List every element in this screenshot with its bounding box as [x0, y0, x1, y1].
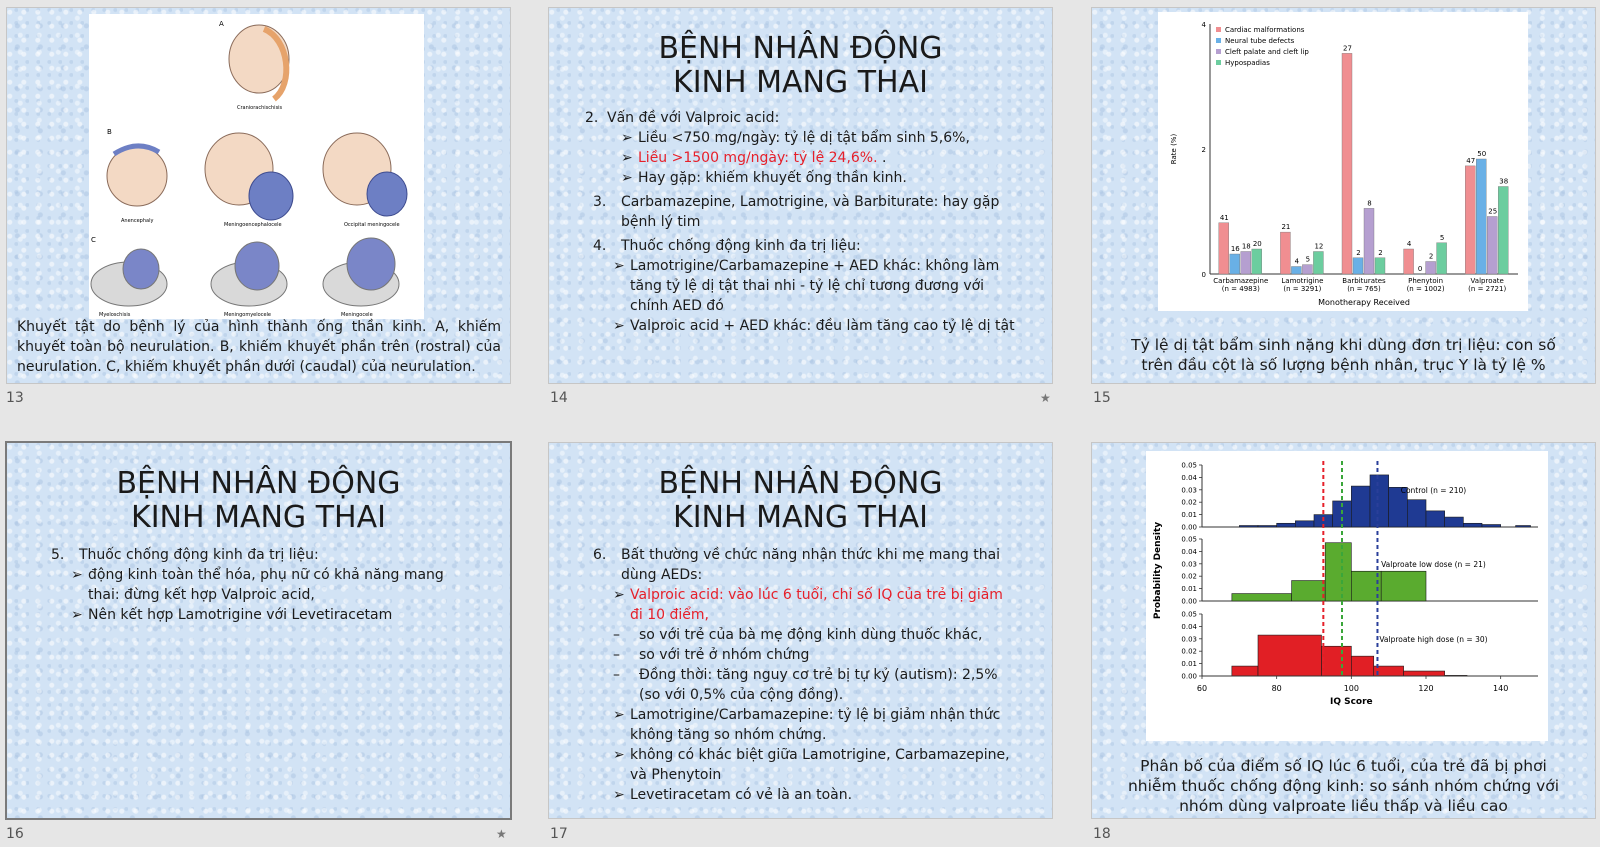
list-item: ➢ động kinh toàn thể hóa, phụ nữ có khả năng mang thai: đừng kết hợp Valproic acid, — [71, 567, 444, 603]
list-item: ➢ Lamotrigine/Carbamazepine + AED khác: không làm tăng tỷ lệ dị tật thai nhi - tỷ lệ chỉ tương đương với chính AED đó — [613, 258, 1000, 314]
y-tick-label: 0.05 — [1181, 610, 1197, 619]
histogram-bin — [1426, 511, 1445, 527]
list-item: ➢ không có khác biệt giữa Lamotrigine, Carbamazepine, và Phenytoin — [613, 747, 1010, 783]
histogram-bin — [1351, 486, 1370, 527]
histogram-bin — [1482, 525, 1501, 527]
slide-16-title: BỆNH NHÂN ĐỘNG KINH MANG THAI — [116, 466, 401, 535]
y-tick-label: 2 — [1201, 146, 1206, 154]
legend-entry: Neural tube defects — [1225, 37, 1295, 45]
slide-thumbnail-18[interactable] — [1091, 442, 1596, 819]
x-axis-label: Monotherapy Received — [1318, 298, 1410, 307]
y-tick-label: 0.03 — [1181, 486, 1197, 495]
bar — [1291, 267, 1301, 275]
histogram-bin — [1407, 500, 1426, 527]
slide-thumbnail-14[interactable] — [548, 7, 1053, 384]
slide-thumbnail-17[interactable] — [548, 442, 1053, 819]
list-item: – Đồng thời: tăng nguy cơ trẻ bị tự kỷ (autism): 2,5% (so với 0,5% của cộng đồng). — [613, 667, 998, 703]
slide-number-17: 17 — [550, 826, 568, 842]
legend-entry: Cleft palate and cleft lip — [1225, 48, 1309, 56]
y-tick-label: 0.03 — [1181, 635, 1197, 644]
figure-label-a: A — [219, 20, 224, 28]
bar — [1404, 249, 1414, 274]
histogram-bin — [1351, 656, 1373, 676]
data-label: 21 — [1281, 223, 1291, 232]
y-tick-label: 0.00 — [1181, 672, 1197, 681]
bar — [1280, 232, 1290, 274]
data-label: 8 — [1367, 199, 1372, 208]
malformation-bar-chart — [1158, 12, 1528, 311]
y-tick-label: 0.05 — [1181, 461, 1197, 470]
slide-16-body — [51, 545, 450, 625]
data-label: 16 — [1230, 245, 1240, 253]
legend-entry: Cardiac malformations — [1225, 26, 1305, 34]
legend-swatch — [1216, 27, 1221, 32]
list-item: ➢ Liều >1500 mg/ngày: tỷ lệ 24,6%. . — [621, 150, 887, 166]
panel-label: Valproate low dose (n = 21) — [1381, 560, 1486, 569]
legend-swatch — [1216, 49, 1221, 54]
bar — [1252, 249, 1262, 274]
data-label: 38 — [1499, 177, 1509, 186]
y-tick-label: 0 — [1201, 271, 1206, 279]
list-item: ➢ Valproic acid + AED khác: đều làm tăng cao tỷ lệ dị tật — [613, 318, 1015, 334]
animation-star-icon: ★ — [496, 827, 507, 841]
x-tick-label: Carbamazepine — [1213, 277, 1269, 285]
histogram-panel — [1146, 451, 1548, 741]
x-tick-label: 140 — [1493, 684, 1509, 693]
list-item: 5. Thuốc chống động kinh đa trị liệu: — [51, 547, 319, 563]
bar — [1364, 208, 1374, 274]
data-label: 18 — [1241, 242, 1251, 251]
slide-number-15: 15 — [1093, 390, 1111, 406]
y-axis-label: Rate (%) — [1170, 133, 1178, 165]
figure-label-c1: Myeloschisis — [99, 312, 131, 318]
list-item: ➢ Lamotrigine/Carbamazepine: tỷ lệ bị giảm nhận thức không tăng so nhóm chứng. — [613, 707, 1001, 743]
figure-label-c2: Meningomyelocele — [224, 312, 271, 318]
neural-tube-figure — [89, 14, 424, 319]
slide-thumbnail-13[interactable] — [6, 7, 511, 384]
histogram-bin — [1258, 526, 1277, 527]
histogram-bin — [1277, 523, 1296, 527]
y-tick-label: 0.00 — [1181, 597, 1197, 606]
y-tick-label: 0.04 — [1181, 473, 1197, 482]
histogram-bin — [1321, 646, 1351, 676]
bar — [1426, 262, 1436, 275]
y-tick-label: 0.00 — [1181, 523, 1197, 532]
slide-15-caption: Tỷ lệ dị tật bẩm sinh nặng khi dùng đơn trị liệu: con số trên đầu cột là số lượng bệnh nhân, trục Y là tỷ lệ % — [1131, 336, 1556, 374]
slide-thumbnail-16[interactable] — [5, 441, 512, 820]
bar — [1342, 53, 1352, 274]
histogram-bin — [1232, 666, 1258, 676]
legend-swatch — [1216, 60, 1221, 65]
histogram-bin — [1445, 517, 1464, 527]
legend-swatch — [1216, 38, 1221, 43]
histogram-bin — [1232, 594, 1292, 601]
bar — [1498, 187, 1508, 275]
x-tick-label: (n = 4983) — [1221, 285, 1260, 293]
data-label: 25 — [1488, 207, 1498, 216]
list-item: 3. Carbamazepine, Lamotrigine, và Barbiturate: hay gặp bệnh lý tim — [593, 194, 1000, 230]
x-tick-label: 60 — [1196, 684, 1208, 693]
y-tick-label: 0.01 — [1181, 660, 1197, 669]
list-item: ➢ Levetiracetam có vẻ là an toàn. — [613, 787, 853, 803]
data-label: 4 — [1294, 257, 1300, 266]
histogram-bin — [1239, 526, 1258, 527]
bar — [1487, 217, 1497, 275]
bar — [1302, 265, 1312, 274]
bar — [1375, 258, 1385, 274]
figure-label-b2: Meningoencephalocele — [224, 222, 282, 228]
panel-label: Control (n = 210) — [1400, 486, 1467, 495]
slide-number-18: 18 — [1093, 826, 1111, 842]
slide-14-title: BỆNH NHÂN ĐỘNG KINH MANG THAI — [658, 31, 943, 100]
x-tick-label: 100 — [1343, 684, 1359, 693]
bar — [1437, 243, 1447, 274]
x-tick-label: 120 — [1418, 684, 1434, 693]
data-label: 5 — [1305, 255, 1311, 264]
x-tick-label: Phenytoin — [1408, 277, 1444, 285]
bar — [1465, 166, 1475, 274]
y-tick-label: 0.04 — [1181, 547, 1197, 556]
list-item: ➢ Liều <750 mg/ngày: tỷ lệ dị tật bẩm sinh 5,6%, — [621, 130, 970, 146]
data-label: 47 — [1466, 156, 1476, 165]
bar — [1219, 223, 1229, 274]
slide-18-caption: Phân bố của điểm số IQ lúc 6 tuổi, của trẻ đã bị phơi nhiễm thuốc chống động kinh: so sánh nhóm chứng với nhóm dùng valproate liều thấp và liều cao — [1127, 757, 1560, 815]
bar — [1415, 274, 1425, 275]
data-label: 50 — [1477, 150, 1487, 158]
data-label: 2 — [1428, 252, 1434, 261]
data-label: 12 — [1314, 242, 1324, 251]
x-tick-label: Barbiturates — [1342, 277, 1386, 285]
y-tick-label: 0.02 — [1181, 498, 1197, 507]
data-label: 4 — [1406, 240, 1412, 248]
data-label: 2 — [1356, 248, 1361, 257]
bar — [1353, 258, 1363, 274]
histogram-bin — [1258, 635, 1321, 676]
slide-number-14: 14 — [550, 390, 568, 406]
x-tick-label: Valproate — [1470, 277, 1504, 285]
x-axis-label: IQ Score — [1329, 697, 1373, 707]
y-tick-label: 0.02 — [1181, 572, 1197, 581]
data-label: 20 — [1252, 240, 1262, 248]
iq-histogram-chart — [1146, 451, 1548, 741]
y-tick-label: 0.02 — [1181, 647, 1197, 656]
list-item: 2. Vấn đề với Valproic acid: — [585, 110, 780, 126]
bar-chart-panel — [1158, 12, 1528, 311]
histogram-bin — [1516, 526, 1531, 527]
x-tick-label: Lamotrigine — [1281, 277, 1324, 285]
bar — [1476, 159, 1486, 274]
figure-label-a-sub: Craniorachischisis — [237, 105, 283, 111]
slide-number-16: 16 — [6, 826, 24, 842]
list-item: ➢ Valproic acid: vào lúc 6 tuổi, chỉ số IQ của trẻ bị giảm đi 10 điểm, — [613, 587, 1003, 623]
bar — [1241, 252, 1251, 275]
x-tick-label: (n = 765) — [1347, 285, 1381, 293]
slide-thumbnail-15[interactable] — [1091, 7, 1596, 384]
legend-entry: Hypospadias — [1225, 59, 1270, 67]
y-tick-label: 0.05 — [1181, 535, 1197, 544]
y-tick-label: 0.01 — [1181, 511, 1197, 520]
slide-17-body — [593, 545, 1016, 805]
list-item: – so với trẻ ở nhóm chứng — [613, 647, 810, 663]
bar — [1230, 254, 1240, 274]
animation-star-icon: ★ — [1040, 391, 1051, 405]
x-tick-label: (n = 1002) — [1406, 285, 1445, 293]
histogram-bin — [1370, 475, 1389, 527]
panel-label: Valproate high dose (n = 30) — [1379, 635, 1488, 644]
histogram-bin — [1325, 543, 1351, 601]
figure-label-c: C — [91, 236, 96, 244]
slide-number-13: 13 — [6, 390, 24, 406]
list-item: – so với trẻ của bà mẹ động kinh dùng thuốc khác, — [613, 627, 983, 643]
x-tick-label: (n = 2721) — [1468, 285, 1507, 293]
bar — [1313, 252, 1323, 275]
data-label: 27 — [1343, 44, 1352, 53]
list-item: ➢ Hay gặp: khiếm khuyết ống thần kinh. — [621, 170, 907, 186]
data-label: 0 — [1417, 265, 1423, 273]
y-axis-label: Probability Density — [1153, 521, 1163, 620]
slide-13-caption: Khuyết tật do bệnh lý của hình thành ống thần kinh. A, khiếm khuyết toàn bộ neurulation. B, khiếm khuyết phần trên (rostral) của neurulation. C, khiếm khuyết phần dưới (caudal) của neurulation. — [17, 319, 501, 375]
figure-label-b: B — [107, 128, 112, 136]
data-label: 5 — [1439, 233, 1445, 242]
list-item: 6. Bất thường về chức năng nhận thức khi mẹ mang thai dùng AEDs: — [593, 547, 1001, 583]
histogram-bin — [1295, 521, 1314, 527]
list-item: 4. Thuốc chống động kinh đa trị liệu: — [593, 238, 861, 254]
y-tick-label: 4 — [1201, 21, 1206, 29]
slide-14-body — [585, 108, 1022, 336]
histogram-bin — [1463, 523, 1482, 527]
data-label: 2 — [1378, 248, 1383, 257]
list-item: ➢ Nên kết hợp Lamotrigine với Levetiracetam — [71, 607, 393, 623]
figure-label-c3: Meningocele — [341, 312, 373, 318]
x-tick-label: (n = 3291) — [1283, 285, 1322, 293]
y-tick-label: 0.04 — [1181, 622, 1197, 631]
slide-17-title: BỆNH NHÂN ĐỘNG KINH MANG THAI — [658, 466, 943, 535]
y-tick-label: 0.03 — [1181, 560, 1197, 569]
histogram-bin — [1292, 581, 1326, 601]
y-tick-label: 0.01 — [1181, 585, 1197, 594]
x-tick-label: 80 — [1271, 684, 1282, 693]
figure-label-b3: Occipital meningocele — [344, 222, 400, 228]
data-label: 41 — [1219, 213, 1229, 222]
histogram-bin — [1404, 671, 1445, 676]
figure-label-b1: Anencephaly — [121, 218, 154, 224]
histogram-bin — [1381, 571, 1426, 601]
